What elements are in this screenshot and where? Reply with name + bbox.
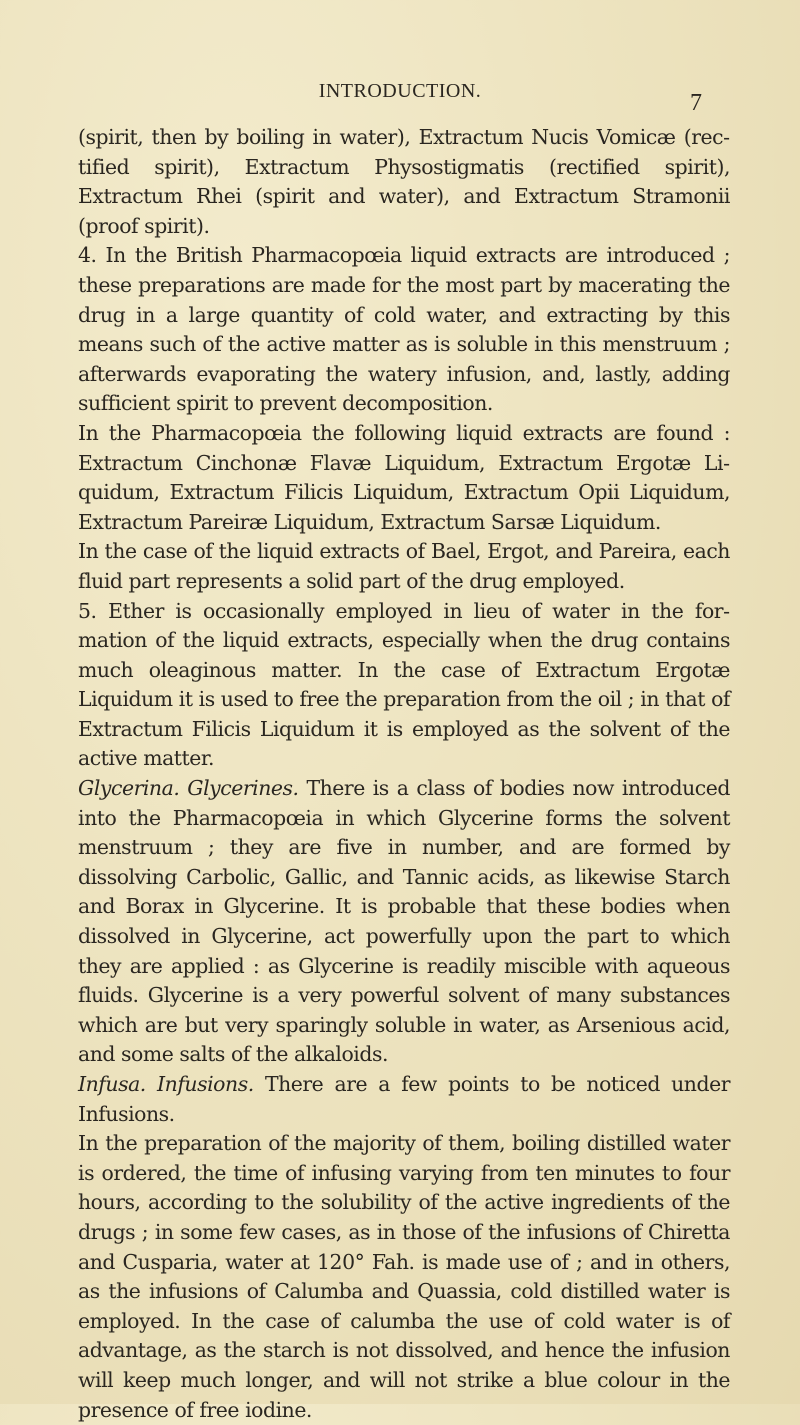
infusa-text: There are a few points to be noticed under Infusions. [78, 1072, 730, 1126]
glycerina-text: There is a class of bodies now introduced into the Pharmacopœia in which Glycerine forms the solvent menstruum ; they are five in number, and are formed by dissolving Carbolic, Gallic, and Tannic acids, as likewise Starch and Borax in Glycerine. It is probable that these bodies when dissolved in Glycerine, act powerfully upon the part to which they are applied : as Glycerine is readily miscible with aqueous fluids. Glycerine is a very powerful solvent of many substances which are but very sparingly soluble in water, as Arsenious acid, and some salts of the alkaloids. [78, 776, 730, 1067]
paragraph-bael-ergot-pareira: In the case of the liquid extracts of Bael, Ergot, and Pareira, each fluid part represents a solid part of the drug employed. [78, 539, 730, 593]
paragraph-continuation: (spirit, then by boiling in water), Extractum Nucis Vomicæ (rectified spirit), Extractum Physostigmatis (rectified spirit), Extractum Rhei (spirit and water), and Extractum Stramonii (proof spirit). [78, 125, 730, 238]
paragraph-5-ether: 5. Ether is occasionally employed in lieu of water in the formation of the liquid extracts, especially when the drug contains much oleaginous matter. In the case of Extractum Ergotæ Liquidum it is used to free the preparation from the oil ; in that of Extractum Filicis Liquidum it is employed as the solvent of the active matter. [78, 598, 730, 771]
paragraph-infusions-preparation: In the preparation of the majority of them, boiling distilled water is ordered, the time of infusing varying from ten minutes to four hours, according to the solubility of the active ingredients of the drugs ; in some few cases, as in those of the infusions of Chiretta and Cusparia, water at 120° Fah. is made use of ; and in others, as the infusions of Calumba and Quassia, cold distilled water is employed. In the case of calumba the use of cold water is of advantage, as the starch is not dissolved, and hence the infusion will keep much longer, and will not strike a blue colour in the presence of free iodine. [78, 1131, 730, 1422]
running-head: INTRODUCTION. [318, 80, 482, 102]
infusa-heading-english: Infusions. [157, 1072, 254, 1096]
infusa-heading-latin: Infusa. [78, 1072, 146, 1096]
glycerina-heading-english: Glycerines. [187, 776, 299, 801]
page-number: 7 [690, 90, 702, 116]
paragraph-liquid-extracts-list: In the Pharmacopœia the following liquid extracts are found : Extractum Cinchonæ Flavæ Liquidum, Extractum Ergotæ Liquidum, Extractum Filicis Liquidum, Extractum Opii Liquidum, Extractum Pareiræ Liquidum, Extractum Sarsæ Liquidum. [78, 420, 730, 534]
paragraph-infusa [78, 1070, 730, 1129]
body-text [78, 123, 730, 1425]
glycerina-heading-latin: Glycerina. [78, 776, 180, 801]
paragraph-glycerina [78, 774, 730, 1070]
paragraph-4-liquid-extracts: 4. In the British Pharmacopœia liquid extracts are introduced ; these preparations are made for the most part by macerating the drug in a large quantity of cold water, and extracting by this means such of the active matter as is soluble in this menstruum ; afterwards evaporating the watery infusion, and, lastly, adding sufficient spirit to prevent decomposition. [78, 243, 730, 416]
